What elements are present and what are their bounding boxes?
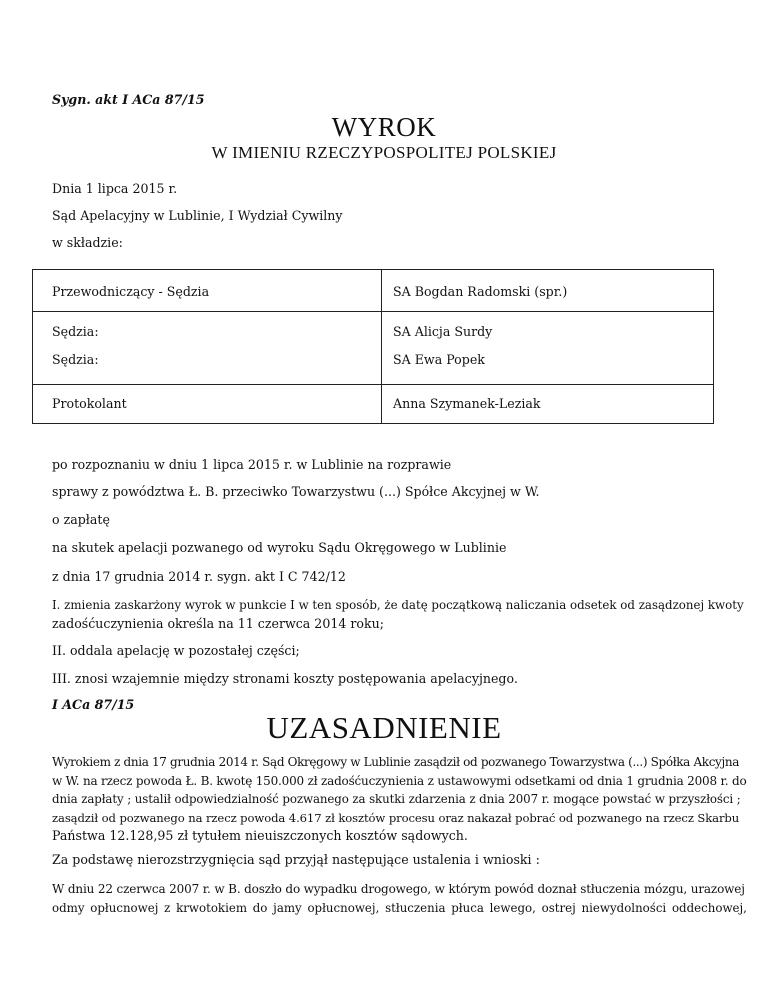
hearing-line: po rozpoznaniu w dniu 1 lipca 2015 r. w Lublinie na rozprawie xyxy=(52,457,452,472)
court-line: Sąd Apelacyjny w Lublinie, I Wydział Cywilny xyxy=(52,208,343,223)
bench-role: Sędzia: xyxy=(52,324,99,339)
paragraph-line: zasądził od pozwanego na rzecz powoda 4.617 zł kosztów procesu oraz nakazał pobrać od pozwanego na rzecz Skarbu xyxy=(52,810,740,825)
bench-table xyxy=(32,269,714,424)
justification-paragraph-2: Za podstawę nierozstrzygnięcia sąd przyjął następujące ustalenia i wnioski : xyxy=(52,852,540,867)
case-line: sprawy z powództwa Ł. B. przeciwko Towarzystwu (...) Spółce Akcyjnej w W. xyxy=(52,484,540,499)
ruling-point-2: II. oddala apelację w pozostałej części; xyxy=(52,643,300,658)
paragraph-line: W dniu 22 czerwca 2007 r. w B. doszło do wypadku drogowego, w którym powód doznał stłuczenia mózgu, urazowej xyxy=(52,882,745,896)
paragraph-line: dnia zapłaty ; ustalił odpowiedzialność pozwanego za skutki zdarzenia z dnia 2007 r. mogące powstać w przyszłości ; xyxy=(52,792,741,806)
ruling-point-1 xyxy=(52,596,744,633)
paragraph-line: w W. na rzecz powoda Ł. B. kwotę 150.000 zł zadośćuczynienia z ustawowymi odsetkami od dnia 1 grudnia 2008 r. do xyxy=(52,773,747,788)
subject-line: o zapłatę xyxy=(52,512,110,527)
paragraph-line: odmy opłucnowej z krwotokiem do jamy opłucnowej, stłuczenia płuca lewego, ostrej niewydolności oddechowej, xyxy=(52,900,747,915)
justification-title: UZASADNIENIE xyxy=(266,710,502,745)
ruling-line: I. zmienia zaskarżony wyrok w punkcie I w ten sposób, że datę początkową naliczania odsetek od zasądzonej kwoty xyxy=(52,598,744,612)
table-divider xyxy=(33,384,713,385)
table-divider xyxy=(33,311,713,312)
justification-signature: I ACa 87/15 xyxy=(52,697,135,712)
date-line: Dnia 1 lipca 2015 r. xyxy=(52,181,178,196)
paragraph-line: Wyrokiem z dnia 17 grudnia 2014 r. Sąd Okręgowy w Lublinie zasądził od pozwanego Towarzystwa (...) Spółka Akcyjna xyxy=(52,755,740,769)
bench-role: Przewodniczący - Sędzia xyxy=(52,284,210,299)
bench-role: Protokolant xyxy=(52,396,127,411)
bench-member: SA Ewa Popek xyxy=(393,352,485,367)
appeal-line: na skutek apelacji pozwanego od wyroku Sądu Okręgowego w Lublinie xyxy=(52,540,507,555)
justification-paragraph-1 xyxy=(52,753,747,846)
ruling-point-3: III. znosi wzajemnie między stronami koszty postępowania apelacyjnego. xyxy=(52,671,518,686)
bench-member: Anna Szymanek-Leziak xyxy=(393,396,541,411)
document-subtitle: W IMIENIU RZECZYPOSPOLITEJ POLSKIEJ xyxy=(211,143,557,162)
bench-role: Sędzia: xyxy=(52,352,99,367)
paragraph-line: Państwa 12.128,95 zł tytułem nieuiszczonych kosztów sądowych. xyxy=(52,828,468,843)
bench-member: SA Alicja Surdy xyxy=(393,324,493,339)
table-divider xyxy=(381,270,382,423)
justification-paragraph-3 xyxy=(52,880,747,917)
document-title: WYROK xyxy=(331,112,437,142)
bench-member: SA Bogdan Radomski (spr.) xyxy=(393,284,568,299)
ruling-line: zadośćuczynienia określa na 11 czerwca 2014 roku; xyxy=(52,615,384,631)
judgment-ref-line: z dnia 17 grudnia 2014 r. sygn. akt I C 742/12 xyxy=(52,569,346,584)
composition-label: w składzie: xyxy=(52,235,123,250)
case-signature: Sygn. akt I ACa 87/15 xyxy=(52,92,205,107)
